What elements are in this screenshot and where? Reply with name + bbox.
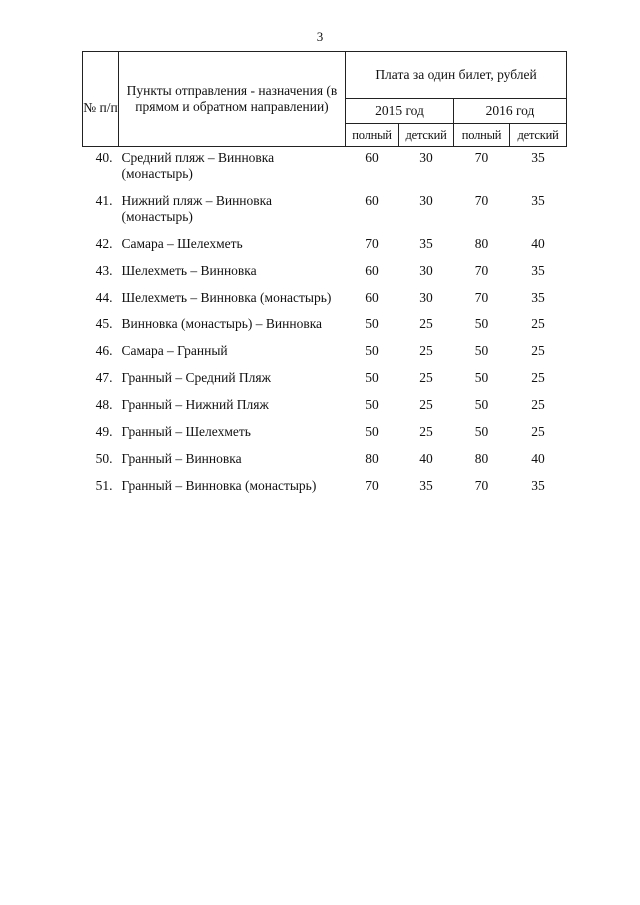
row-full-2015: 50 <box>365 397 379 413</box>
table-row <box>83 233 567 260</box>
header-child-2016: детский <box>510 124 567 147</box>
row-number: 50. <box>95 451 113 467</box>
row-full-2015: 50 <box>365 424 379 440</box>
row-full-2016: 80 <box>474 235 489 251</box>
row-full-2015: 60 <box>365 262 379 278</box>
row-child-2015: 30 <box>419 192 433 208</box>
row-child-2015: 25 <box>419 424 433 440</box>
row-child-2016: 35 <box>531 192 545 208</box>
row-number: 45. <box>95 316 113 332</box>
row-route: Гранный – Винновка (монастырь) <box>121 477 317 493</box>
row-full-2016: 50 <box>474 316 489 332</box>
row-child-2015: 35 <box>419 235 433 251</box>
row-child-2016: 35 <box>531 477 545 493</box>
row-route: Шелехметь – Винновка (монастырь) <box>121 289 332 305</box>
row-number: 42. <box>95 235 113 251</box>
header-child-2015: детский <box>399 124 454 147</box>
table-row <box>83 340 567 367</box>
row-full-2015: 60 <box>365 289 379 305</box>
row-child-2015: 30 <box>419 289 433 305</box>
row-route: Самара – Гранный <box>121 343 228 359</box>
row-child-2016: 25 <box>531 343 545 359</box>
row-full-2016: 70 <box>474 289 489 305</box>
row-full-2015: 60 <box>365 192 379 208</box>
table-row <box>83 147 567 190</box>
table-row <box>83 367 567 394</box>
row-number: 43. <box>95 262 113 278</box>
row-route: Винновка (монастырь) – Винновка <box>121 316 323 332</box>
row-full-2016: 50 <box>474 343 489 359</box>
row-full-2015: 50 <box>365 343 379 359</box>
row-number: 40. <box>95 150 113 165</box>
row-child-2016: 35 <box>531 289 545 305</box>
table-row <box>83 421 567 448</box>
table-row <box>83 313 567 340</box>
row-child-2015: 30 <box>419 262 433 278</box>
table-row <box>83 260 567 287</box>
row-route: Нижний пляж – Винновка (монастырь) <box>121 192 272 224</box>
row-route: Самара – Шелехметь <box>121 235 243 251</box>
header-year-2016: 2016 год <box>454 99 567 124</box>
header-route: Пункты отправления - назначения (в прямом и обратном направлении) <box>119 52 346 147</box>
fare-table-body <box>83 147 567 502</box>
fare-table <box>82 51 567 502</box>
row-child-2015: 25 <box>419 370 433 386</box>
page-number: 3 <box>316 29 324 44</box>
table-row <box>83 394 567 421</box>
row-child-2015: 40 <box>419 451 433 467</box>
row-full-2015: 80 <box>365 451 379 467</box>
row-route: Гранный – Винновка <box>121 451 242 467</box>
table-row <box>83 287 567 314</box>
row-number: 51. <box>95 477 113 493</box>
row-child-2016: 35 <box>531 262 545 278</box>
header-num: № п/п <box>83 52 119 147</box>
row-full-2016: 70 <box>474 150 489 165</box>
row-full-2015: 70 <box>365 235 379 251</box>
row-full-2015: 50 <box>365 316 379 332</box>
row-number: 48. <box>95 397 113 413</box>
header-fare: Плата за один билет, рублей <box>346 52 567 99</box>
table-row <box>83 190 567 233</box>
row-child-2016: 25 <box>531 316 545 332</box>
fare-table-header <box>83 52 567 147</box>
row-number: 49. <box>95 424 113 440</box>
row-child-2015: 25 <box>419 397 433 413</box>
row-child-2016: 40 <box>531 451 545 467</box>
row-full-2016: 50 <box>474 397 489 413</box>
row-child-2016: 25 <box>531 424 545 440</box>
row-full-2016: 70 <box>474 192 489 208</box>
row-full-2015: 50 <box>365 370 379 386</box>
row-route: Шелехметь – Винновка <box>121 262 257 278</box>
row-route: Гранный – Нижний Пляж <box>121 397 269 413</box>
table-row <box>83 475 567 502</box>
row-child-2015: 25 <box>419 316 433 332</box>
row-route: Средний пляж – Винновка (монастырь) <box>121 150 275 181</box>
row-full-2015: 60 <box>365 150 379 165</box>
row-full-2016: 50 <box>474 370 489 386</box>
header-full-2015: полный <box>346 124 399 147</box>
row-number: 47. <box>95 370 113 386</box>
row-child-2016: 40 <box>531 235 545 251</box>
row-child-2016: 25 <box>531 370 545 386</box>
row-child-2016: 25 <box>531 397 545 413</box>
row-full-2015: 70 <box>365 477 379 493</box>
row-full-2016: 70 <box>474 477 489 493</box>
row-child-2015: 30 <box>419 150 433 165</box>
row-child-2015: 35 <box>419 477 433 493</box>
row-full-2016: 50 <box>474 424 489 440</box>
row-number: 41. <box>95 192 113 208</box>
header-year-2015: 2015 год <box>346 99 454 124</box>
row-full-2016: 70 <box>474 262 489 278</box>
header-full-2016: полный <box>454 124 510 147</box>
row-route: Гранный – Средний Пляж <box>121 370 271 386</box>
row-route: Гранный – Шелехметь <box>121 424 251 440</box>
row-child-2015: 25 <box>419 343 433 359</box>
table-row <box>83 448 567 475</box>
row-number: 46. <box>95 343 113 359</box>
row-child-2016: 35 <box>531 150 545 165</box>
row-full-2016: 80 <box>474 451 489 467</box>
row-number: 44. <box>95 289 113 305</box>
